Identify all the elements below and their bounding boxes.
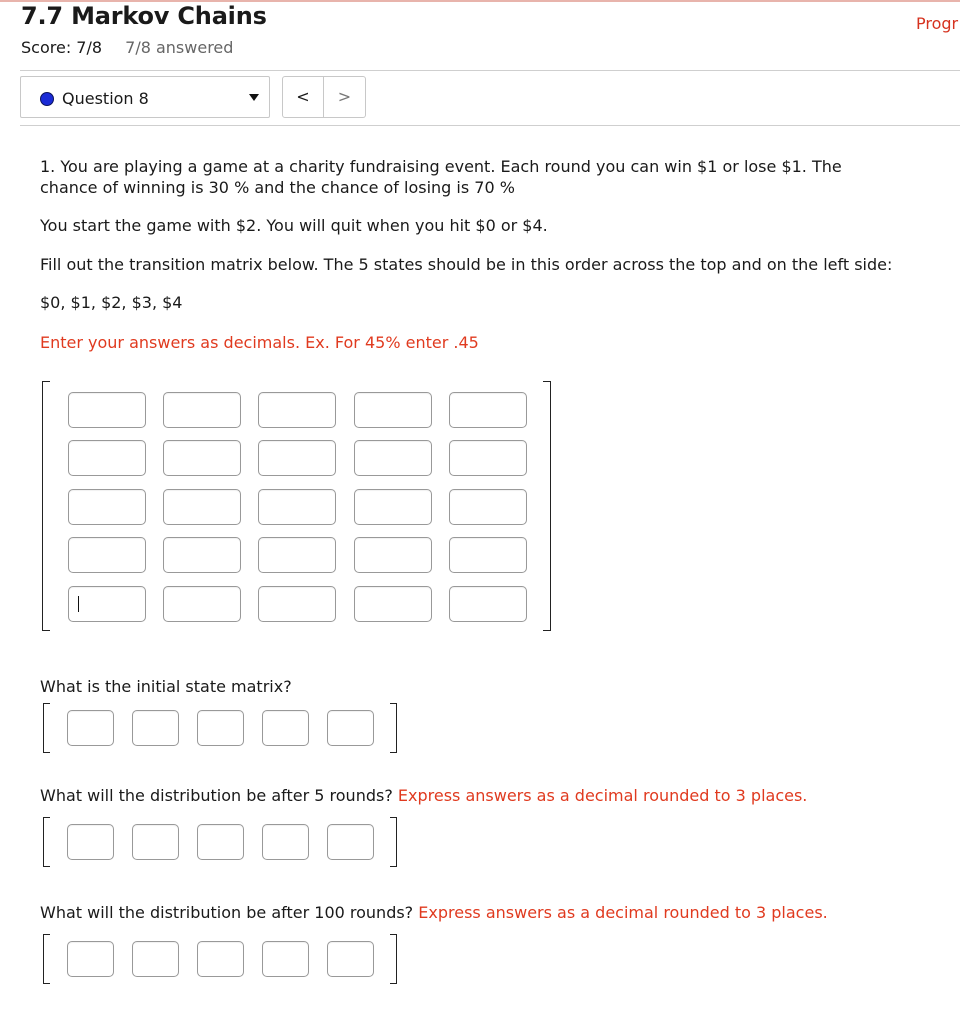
transition-matrix-cell[interactable] bbox=[163, 537, 241, 573]
transition-matrix-cell[interactable] bbox=[68, 537, 146, 573]
transition-matrix-cell[interactable] bbox=[163, 489, 241, 525]
transition-matrix-cell[interactable] bbox=[163, 586, 241, 622]
rounding-hint: Express answers as a decimal rounded to 3 places. bbox=[418, 903, 828, 922]
vector-input-cell[interactable] bbox=[197, 710, 244, 746]
vector-input-cell[interactable] bbox=[262, 941, 309, 977]
transition-matrix-cell[interactable] bbox=[354, 440, 432, 476]
vector-left-bracket bbox=[43, 703, 50, 753]
transition-matrix-cell[interactable] bbox=[449, 537, 527, 573]
page-title: 7.7 Markov Chains bbox=[21, 2, 267, 30]
vector-input-cell[interactable] bbox=[197, 941, 244, 977]
vector-input-cell[interactable] bbox=[327, 824, 374, 860]
after-100-rounds-prompt bbox=[40, 902, 828, 923]
divider bbox=[20, 70, 960, 71]
initial-state-prompt: What is the initial state matrix? bbox=[40, 677, 292, 696]
divider bbox=[20, 125, 960, 126]
question-select[interactable] bbox=[20, 76, 270, 118]
transition-matrix-cell[interactable] bbox=[354, 586, 432, 622]
progress-link[interactable]: Progr bbox=[916, 14, 959, 33]
vector-input-cell[interactable] bbox=[327, 710, 374, 746]
vector-input-cell[interactable] bbox=[262, 710, 309, 746]
vector-input-cell[interactable] bbox=[132, 710, 179, 746]
matrix-left-bracket bbox=[42, 381, 50, 631]
question-status-dot-icon bbox=[40, 92, 54, 106]
question-fill-instructions: Fill out the transition matrix below. The 5 states should be in this order across the top and on the left side: bbox=[40, 255, 893, 274]
transition-matrix-cell[interactable] bbox=[354, 489, 432, 525]
vector-right-bracket bbox=[390, 703, 397, 753]
transition-matrix-cell[interactable] bbox=[449, 392, 527, 428]
transition-matrix-cell[interactable] bbox=[449, 586, 527, 622]
vector-left-bracket bbox=[43, 934, 50, 984]
vector-right-bracket bbox=[390, 817, 397, 867]
vector-input-cell[interactable] bbox=[197, 824, 244, 860]
transition-matrix-cell[interactable] bbox=[258, 586, 336, 622]
transition-matrix-cell[interactable] bbox=[258, 489, 336, 525]
vector-input-cell[interactable] bbox=[132, 941, 179, 977]
transition-matrix-cell[interactable] bbox=[258, 537, 336, 573]
vector-input-cell[interactable] bbox=[327, 941, 374, 977]
transition-matrix-cell[interactable] bbox=[258, 392, 336, 428]
score-text: Score: 7/8 bbox=[21, 38, 103, 57]
transition-matrix-cell[interactable] bbox=[449, 489, 527, 525]
question-states: $0, $1, $2, $3, $4 bbox=[40, 293, 183, 312]
question-start: You start the game with $2. You will quit when you hit $0 or $4. bbox=[40, 216, 548, 235]
previous-question-button[interactable]: < bbox=[282, 76, 324, 118]
next-question-button[interactable]: > bbox=[324, 76, 366, 118]
transition-matrix-cell[interactable] bbox=[68, 392, 146, 428]
caret-down-icon bbox=[249, 94, 259, 101]
score-line bbox=[21, 38, 233, 57]
transition-matrix-cell[interactable] bbox=[354, 392, 432, 428]
vector-input-cell[interactable] bbox=[132, 824, 179, 860]
after-5-rounds-question: What will the distribution be after 5 rounds? bbox=[40, 786, 393, 805]
vector-right-bracket bbox=[390, 934, 397, 984]
question-intro: 1. You are playing a game at a charity fundraising event. Each round you can win $1 or lose $1. The chance of winning is 30 % and the chance of losing is 70 % bbox=[40, 157, 842, 197]
transition-matrix-cell[interactable] bbox=[354, 537, 432, 573]
vector-left-bracket bbox=[43, 817, 50, 867]
question-select-label: Question 8 bbox=[62, 89, 149, 108]
vector-input-cell[interactable] bbox=[67, 824, 114, 860]
after-100-rounds-question: What will the distribution be after 100 rounds? bbox=[40, 903, 414, 922]
transition-matrix-cell[interactable] bbox=[163, 392, 241, 428]
rounding-hint: Express answers as a decimal rounded to 3 places. bbox=[397, 786, 808, 805]
vector-input-cell[interactable] bbox=[262, 824, 309, 860]
transition-matrix-cell[interactable] bbox=[163, 440, 241, 476]
transition-matrix-cell[interactable] bbox=[68, 586, 146, 622]
after-5-rounds-prompt bbox=[40, 785, 807, 806]
vector-input-cell[interactable] bbox=[67, 941, 114, 977]
transition-matrix-cell[interactable] bbox=[68, 489, 146, 525]
text-cursor bbox=[78, 596, 79, 612]
matrix-right-bracket bbox=[543, 381, 551, 631]
vector-input-cell[interactable] bbox=[67, 710, 114, 746]
decimal-hint: Enter your answers as decimals. Ex. For 45% enter .45 bbox=[40, 333, 479, 352]
transition-matrix-cell[interactable] bbox=[258, 440, 336, 476]
answered-count: 7/8 answered bbox=[125, 38, 234, 57]
transition-matrix-cell[interactable] bbox=[68, 440, 146, 476]
transition-matrix-cell[interactable] bbox=[449, 440, 527, 476]
